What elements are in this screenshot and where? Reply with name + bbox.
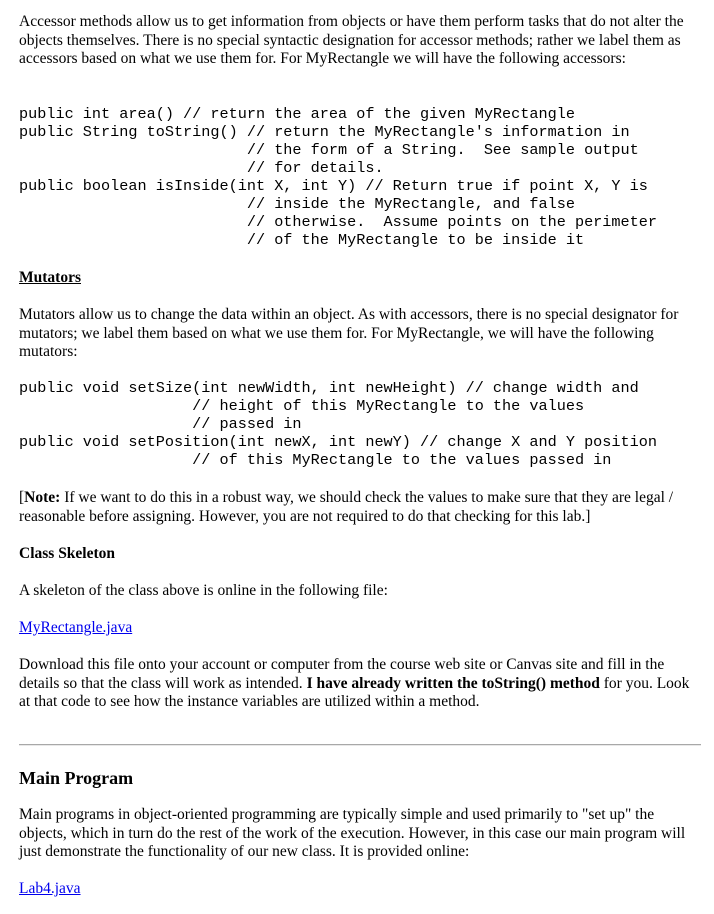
horizontal-rule — [19, 744, 701, 746]
class-skeleton-heading: Class Skeleton — [19, 545, 116, 562]
download-text-2: for you. Look at that code to see how the instance variables are utilized within a method. — [19, 674, 690, 710]
download-text-1: Download this file onto your account or computer from the course web site or Canvas site and fill in the details so that the class will work as intended. — [19, 656, 665, 692]
accessors-intro: Accessor methods allow us to get information from objects or have them perform tasks that do not alter the objects themselves. There is no special syntactic designation for accessor methods; rather we label them as accessors based on what we use them for. For MyRectangle we will have the following accessors: — [19, 13, 684, 67]
class-skeleton-intro: A skeleton of the class above is online in the following file: — [19, 582, 388, 599]
accessors-code-block: public int area() // return the area of the given MyRectangle public String toString() // return the MyRectangle's information in // the form of a String. See sample output // for details. public boolean isInside(int X, int Y) // Return true if point X, Y is // inside the MyRectangle, and false // otherwise. Assume points on the perimeter // of the MyRectangle to be inside it — [19, 105, 657, 249]
note-paragraph — [19, 489, 699, 526]
mutators-heading: Mutators — [19, 269, 81, 286]
note-open-bracket: [ — [19, 489, 25, 506]
download-paragraph — [19, 656, 695, 712]
mutators-intro: Mutators allow us to change the data within an object. As with accessors, there is no special designator for mutators; we label them based on what we use them for. For MyRectangle, we will have the following mutators: — [19, 306, 679, 360]
main-program-paragraph: Main programs in object-oriented programming are typically simple and used primarily to "set up" the objects, which in turn do the rest of the work of the execution. However, in this case our main program will just demonstrate the functionality of our new class. It is provided online: — [19, 806, 686, 860]
download-bold-text: I have already written the toString() method — [306, 674, 600, 692]
note-text: If we want to do this in a robust way, we should check the values to make sure that they are legal / reasonable before assigning. However, you are not required to do that checking for this lab.] — [19, 489, 674, 525]
myrectangle-java-link[interactable]: MyRectangle.java — [19, 619, 133, 636]
mutators-code-block: public void setSize(int newWidth, int newHeight) // change width and // height of this MyRectangle to the values // passed in public void setPosition(int newX, int newY) // change X and Y position // of this MyRectangle to the values passed in — [19, 379, 657, 469]
main-program-heading: Main Program — [19, 768, 134, 788]
lab4-java-link[interactable]: Lab4.java — [19, 880, 81, 897]
note-label: Note: — [24, 489, 61, 506]
